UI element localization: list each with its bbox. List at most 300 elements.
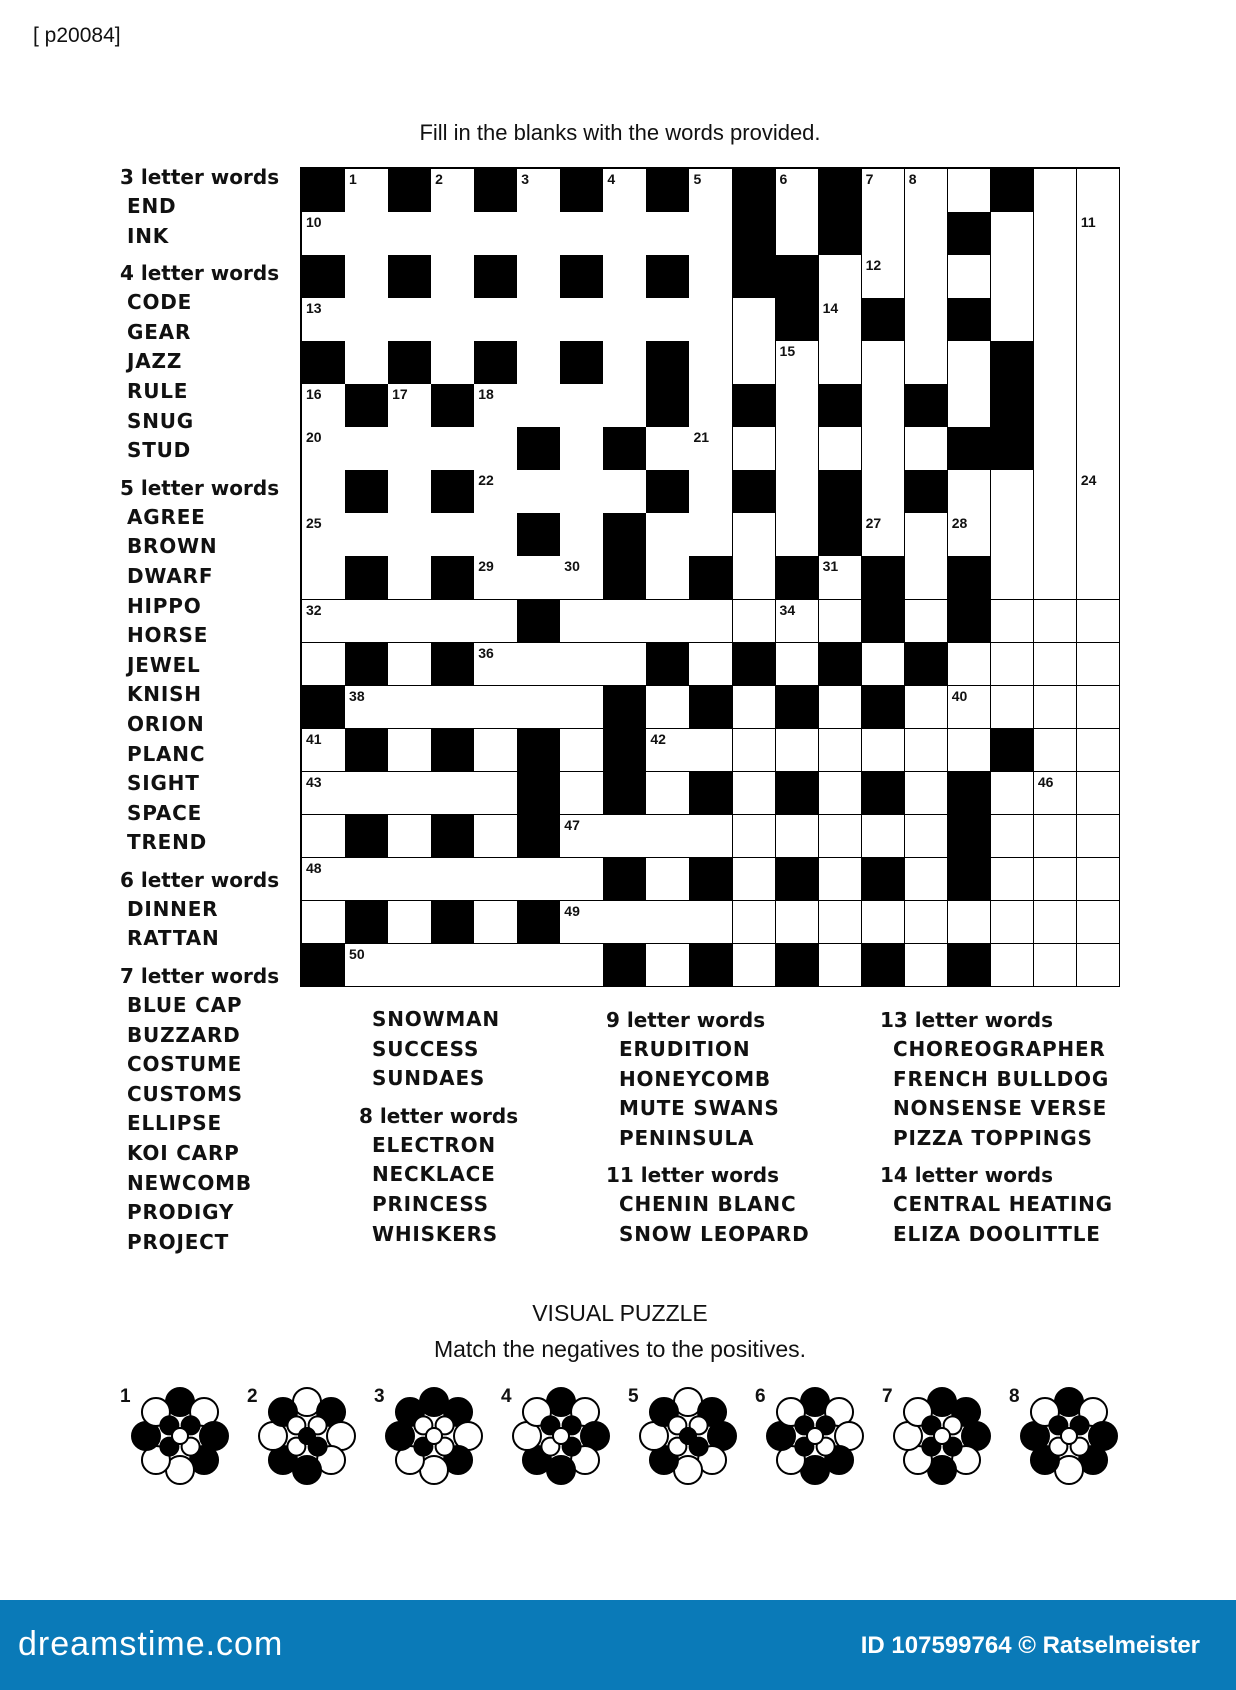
grid-cell[interactable] (905, 815, 949, 859)
grid-cell-black (733, 643, 777, 687)
grid-cell[interactable] (733, 556, 777, 600)
grid-cell[interactable] (991, 513, 1035, 557)
word-list-item: NONSENSE VERSE (893, 1096, 1108, 1121)
grid-cell[interactable] (345, 341, 389, 385)
grid-cell[interactable] (948, 169, 992, 213)
grid-cell[interactable] (646, 212, 690, 256)
grid-cell[interactable] (431, 772, 475, 816)
grid-cell[interactable] (991, 858, 1035, 902)
grid-cell[interactable] (302, 470, 346, 514)
grid-cell[interactable] (388, 815, 432, 859)
grid-cell[interactable] (1077, 944, 1121, 988)
grid-cell[interactable] (560, 815, 604, 859)
grid-cell[interactable] (431, 212, 475, 256)
grid-cell[interactable] (733, 858, 777, 902)
grid-cell[interactable] (474, 212, 518, 256)
grid-cell[interactable] (388, 729, 432, 773)
grid-cell[interactable] (991, 772, 1035, 816)
grid-cell[interactable] (517, 944, 561, 988)
word-list-item: DINNER (127, 896, 219, 921)
grid-cell[interactable] (1034, 427, 1078, 471)
grid-cell[interactable] (819, 858, 863, 902)
grid-cell[interactable] (1034, 901, 1078, 945)
grid-cell[interactable] (905, 901, 949, 945)
grid-cell[interactable] (474, 729, 518, 773)
flower-figure (763, 1384, 867, 1488)
grid-cell[interactable] (991, 298, 1035, 342)
grid-cell[interactable] (1077, 513, 1121, 557)
grid-cell[interactable] (733, 513, 777, 557)
clue-number: 2 (435, 171, 443, 187)
grid-cell[interactable] (1077, 600, 1121, 644)
grid-cell[interactable] (1077, 556, 1121, 600)
grid-cell[interactable] (862, 901, 906, 945)
grid-cell[interactable] (991, 470, 1035, 514)
grid-cell[interactable] (1077, 858, 1121, 902)
grid-cell[interactable] (1077, 212, 1121, 256)
grid-cell[interactable] (517, 169, 561, 213)
grid-cell[interactable] (302, 212, 346, 256)
grid-cell[interactable] (733, 600, 777, 644)
grid-cell[interactable] (388, 470, 432, 514)
flower-center (1061, 1428, 1077, 1444)
grid-cell[interactable] (345, 298, 389, 342)
grid-cell[interactable] (388, 901, 432, 945)
grid-cell-black (948, 944, 992, 988)
grid-cell-black (345, 815, 389, 859)
grid-cell[interactable] (689, 513, 733, 557)
grid-cell[interactable] (819, 944, 863, 988)
grid-cell[interactable] (388, 384, 432, 428)
grid-cell[interactable] (776, 513, 820, 557)
grid-cell[interactable] (560, 686, 604, 730)
grid-cell[interactable] (646, 427, 690, 471)
grid-cell[interactable] (689, 298, 733, 342)
grid-cell[interactable] (819, 600, 863, 644)
grid-cell[interactable] (1034, 470, 1078, 514)
grid-cell[interactable] (819, 815, 863, 859)
grid-cell[interactable] (302, 858, 346, 902)
grid-cell[interactable] (388, 643, 432, 687)
grid-cell[interactable] (560, 858, 604, 902)
grid-cell[interactable] (345, 686, 389, 730)
grid-cell[interactable] (517, 470, 561, 514)
clue-number: 21 (693, 429, 710, 446)
grid-cell[interactable] (388, 556, 432, 600)
grid-cell[interactable] (646, 600, 690, 644)
word-list-item: ELLIPSE (127, 1111, 222, 1136)
grid-cell[interactable] (302, 901, 346, 945)
grid-cell[interactable] (905, 513, 949, 557)
grid-cell[interactable] (948, 470, 992, 514)
grid-cell[interactable] (603, 384, 647, 428)
grid-cell[interactable] (431, 600, 475, 644)
grid-cell[interactable] (905, 686, 949, 730)
grid-cell[interactable] (905, 600, 949, 644)
grid-cell[interactable] (733, 427, 777, 471)
grid-cell[interactable] (733, 815, 777, 859)
grid-cell[interactable] (431, 169, 475, 213)
grid-cell[interactable] (689, 212, 733, 256)
grid-cell[interactable] (603, 341, 647, 385)
grid-cell[interactable] (560, 384, 604, 428)
grid-cell[interactable] (646, 901, 690, 945)
grid-cell[interactable] (862, 643, 906, 687)
grid-cell[interactable] (560, 427, 604, 471)
grid-cell[interactable] (689, 384, 733, 428)
grid-cell[interactable] (345, 169, 389, 213)
grid-cell[interactable] (776, 815, 820, 859)
grid-cell[interactable] (431, 255, 475, 299)
grid-cell[interactable] (991, 815, 1035, 859)
image-id: ID 107599764 © Ratselmeister (860, 1632, 1200, 1659)
grid-cell[interactable] (948, 901, 992, 945)
grid-cell[interactable] (776, 729, 820, 773)
grid-cell[interactable] (560, 643, 604, 687)
grid-cell[interactable] (345, 772, 389, 816)
grid-cell[interactable] (474, 298, 518, 342)
grid-cell[interactable] (733, 901, 777, 945)
grid-cell[interactable] (646, 513, 690, 557)
grid-cell[interactable] (905, 427, 949, 471)
grid-cell[interactable] (1034, 815, 1078, 859)
grid-cell[interactable] (345, 944, 389, 988)
grid-cell[interactable] (388, 858, 432, 902)
grid-cell[interactable] (603, 298, 647, 342)
grid-cell[interactable] (1034, 513, 1078, 557)
grid-cell[interactable] (819, 341, 863, 385)
grid-cell[interactable] (948, 643, 992, 687)
grid-cell-black (603, 513, 647, 557)
grid-cell[interactable] (1034, 212, 1078, 256)
grid-cell[interactable] (560, 470, 604, 514)
grid-cell[interactable] (1034, 255, 1078, 299)
grid-cell[interactable] (345, 600, 389, 644)
grid-cell[interactable] (302, 643, 346, 687)
grid-cell[interactable] (517, 298, 561, 342)
grid-cell[interactable] (862, 815, 906, 859)
grid-cell[interactable] (689, 255, 733, 299)
grid-cell[interactable] (991, 686, 1035, 730)
grid-cell[interactable] (1034, 772, 1078, 816)
grid-cell[interactable] (1034, 341, 1078, 385)
grid-cell[interactable] (948, 255, 992, 299)
grid-cell[interactable] (474, 556, 518, 600)
grid-cell[interactable] (517, 686, 561, 730)
grid-cell[interactable] (517, 643, 561, 687)
grid-cell[interactable] (603, 255, 647, 299)
grid-cell[interactable] (431, 427, 475, 471)
grid-cell[interactable] (603, 169, 647, 213)
grid-cell[interactable] (733, 729, 777, 773)
grid-cell-black (948, 772, 992, 816)
grid-cell[interactable] (302, 556, 346, 600)
grid-cell[interactable] (431, 944, 475, 988)
grid-cell[interactable] (474, 901, 518, 945)
grid-cell[interactable] (733, 686, 777, 730)
grid-cell[interactable] (689, 600, 733, 644)
flower-figure (128, 1384, 232, 1488)
grid-cell[interactable] (646, 772, 690, 816)
word-group-heading: 8 letter words (359, 1103, 519, 1128)
clue-number: 5 (693, 171, 702, 187)
grid-cell[interactable] (689, 901, 733, 945)
grid-cell[interactable] (733, 944, 777, 988)
grid-cell[interactable] (646, 815, 690, 859)
grid-cell[interactable] (862, 169, 906, 213)
grid-cell[interactable] (1077, 384, 1121, 428)
grid-cell[interactable] (776, 427, 820, 471)
grid-cell[interactable] (517, 384, 561, 428)
grid-cell[interactable] (1077, 341, 1121, 385)
grid-cell[interactable] (560, 901, 604, 945)
grid-cell[interactable] (1077, 901, 1121, 945)
grid-cell[interactable] (862, 212, 906, 256)
grid-cell[interactable] (776, 212, 820, 256)
grid-cell[interactable] (862, 470, 906, 514)
grid-cell[interactable] (1077, 815, 1121, 859)
grid-cell[interactable] (474, 772, 518, 816)
grid-cell-black (733, 169, 777, 213)
grid-cell[interactable] (905, 858, 949, 902)
grid-cell[interactable] (1077, 255, 1121, 299)
grid-cell[interactable] (302, 729, 346, 773)
grid-cell[interactable] (1077, 427, 1121, 471)
grid-cell[interactable] (991, 944, 1035, 988)
grid-cell[interactable] (991, 901, 1035, 945)
grid-cell[interactable] (646, 729, 690, 773)
grid-cell[interactable] (603, 901, 647, 945)
word-list-item: KOI CARP (127, 1141, 240, 1166)
grid-cell[interactable] (560, 513, 604, 557)
grid-cell[interactable] (560, 772, 604, 816)
grid-cell[interactable] (689, 470, 733, 514)
grid-cell[interactable] (603, 470, 647, 514)
grid-cell[interactable] (991, 556, 1035, 600)
grid-cell[interactable] (388, 686, 432, 730)
grid-cell[interactable] (991, 212, 1035, 256)
grid-cell[interactable] (388, 600, 432, 644)
grid-cell-black (991, 427, 1035, 471)
word-list-item: PRINCESS (372, 1191, 489, 1216)
grid-cell-black (862, 298, 906, 342)
grid-cell-black (560, 255, 604, 299)
word-group-spacer (886, 1153, 1113, 1160)
grid-cell[interactable] (948, 513, 992, 557)
clue-number: 36 (478, 644, 494, 661)
grid-cell[interactable] (733, 772, 777, 816)
grid-cell[interactable] (1034, 600, 1078, 644)
grid-cell[interactable] (862, 513, 906, 557)
grid-cell-black (517, 600, 561, 644)
grid-cell[interactable] (1077, 729, 1121, 773)
grid-cell[interactable] (474, 427, 518, 471)
clue-number: 40 (951, 687, 968, 704)
grid-cell[interactable] (689, 643, 733, 687)
grid-cell[interactable] (474, 384, 518, 428)
grid-cell[interactable] (1034, 686, 1078, 730)
word-list-item: PROJECT (127, 1229, 230, 1254)
grid-cell[interactable] (431, 858, 475, 902)
grid-cell[interactable] (560, 600, 604, 644)
grid-cell[interactable] (431, 298, 475, 342)
grid-cell[interactable] (1034, 298, 1078, 342)
grid-cell[interactable] (1077, 169, 1121, 213)
grid-cell[interactable] (388, 298, 432, 342)
grid-cell[interactable] (776, 341, 820, 385)
grid-cell[interactable] (345, 255, 389, 299)
grid-cell[interactable] (905, 341, 949, 385)
grid-cell[interactable] (474, 944, 518, 988)
grid-cell[interactable] (819, 686, 863, 730)
grid-cell[interactable] (905, 944, 949, 988)
grid-cell[interactable] (689, 341, 733, 385)
grid-cell[interactable] (560, 556, 604, 600)
grid-cell[interactable] (819, 729, 863, 773)
grid-cell[interactable] (560, 729, 604, 773)
grid-cell[interactable] (302, 513, 346, 557)
grid-cell[interactable] (517, 212, 561, 256)
grid-cell[interactable] (948, 686, 992, 730)
grid-cell[interactable] (345, 212, 389, 256)
grid-cell[interactable] (776, 600, 820, 644)
grid-cell[interactable] (388, 944, 432, 988)
grid-cell[interactable] (474, 470, 518, 514)
grid-cell[interactable] (862, 341, 906, 385)
grid-cell[interactable] (905, 298, 949, 342)
grid-cell[interactable] (646, 556, 690, 600)
figure-number: 6 (755, 1386, 766, 1407)
grid-cell[interactable] (388, 772, 432, 816)
grid-cell-black (776, 255, 820, 299)
grid-cell[interactable] (474, 600, 518, 644)
grid-cell[interactable] (388, 212, 432, 256)
grid-cell[interactable] (345, 858, 389, 902)
grid-cell[interactable] (302, 427, 346, 471)
grid-cell[interactable] (474, 686, 518, 730)
grid-cell[interactable] (689, 169, 733, 213)
grid-cell[interactable] (1077, 470, 1121, 514)
grid-cell[interactable] (1077, 772, 1121, 816)
grid-cell[interactable] (474, 858, 518, 902)
grid-cell[interactable] (517, 858, 561, 902)
grid-cell[interactable] (1077, 643, 1121, 687)
grid-cell[interactable] (733, 341, 777, 385)
grid-cell[interactable] (1034, 169, 1078, 213)
grid-cell[interactable] (560, 298, 604, 342)
grid-cell[interactable] (646, 298, 690, 342)
flower-figure (509, 1384, 613, 1488)
grid-cell[interactable] (819, 298, 863, 342)
word-list-item: ELECTRON (372, 1132, 496, 1157)
grid-cell-black (862, 944, 906, 988)
grid-cell[interactable] (905, 255, 949, 299)
grid-cell[interactable] (776, 470, 820, 514)
grid-cell[interactable] (431, 513, 475, 557)
grid-cell[interactable] (819, 255, 863, 299)
grid-cell[interactable] (302, 772, 346, 816)
grid-cell[interactable] (474, 643, 518, 687)
grid-cell[interactable] (905, 212, 949, 256)
grid-cell-black (948, 298, 992, 342)
grid-cell[interactable] (689, 729, 733, 773)
grid-cell[interactable] (1034, 944, 1078, 988)
grid-cell[interactable] (1034, 384, 1078, 428)
grid-cell[interactable] (776, 643, 820, 687)
grid-cell[interactable] (862, 729, 906, 773)
grid-cell[interactable] (1034, 556, 1078, 600)
grid-cell[interactable] (1077, 298, 1121, 342)
grid-cell[interactable] (819, 556, 863, 600)
grid-cell[interactable] (776, 901, 820, 945)
grid-cell[interactable] (517, 556, 561, 600)
grid-cell[interactable] (388, 427, 432, 471)
grid-cell[interactable] (819, 901, 863, 945)
grid-cell[interactable] (991, 255, 1035, 299)
grid-cell[interactable] (905, 556, 949, 600)
grid-cell-black (345, 556, 389, 600)
grid-cell[interactable] (862, 427, 906, 471)
grid-cell[interactable] (388, 513, 432, 557)
word-list-item: SNOW LEOPARD (619, 1221, 810, 1246)
grid-cell[interactable] (905, 169, 949, 213)
grid-cell[interactable] (1034, 729, 1078, 773)
grid-cell[interactable] (560, 212, 604, 256)
grid-cell[interactable] (819, 427, 863, 471)
grid-cell[interactable] (776, 169, 820, 213)
grid-cell[interactable] (431, 341, 475, 385)
grid-cell[interactable] (1034, 858, 1078, 902)
grid-cell[interactable] (646, 858, 690, 902)
grid-cell[interactable] (991, 600, 1035, 644)
grid-cell[interactable] (603, 600, 647, 644)
grid-cell[interactable] (560, 944, 604, 988)
grid-cell[interactable] (345, 513, 389, 557)
grid-cell[interactable] (948, 341, 992, 385)
grid-cell[interactable] (733, 298, 777, 342)
grid-cell[interactable] (603, 815, 647, 859)
grid-cell[interactable] (689, 815, 733, 859)
grid-cell[interactable] (819, 772, 863, 816)
grid-cell[interactable] (905, 729, 949, 773)
grid-cell-black (474, 169, 518, 213)
grid-cell[interactable] (474, 815, 518, 859)
grid-cell[interactable] (302, 384, 346, 428)
grid-cell[interactable] (646, 944, 690, 988)
grid-cell[interactable] (302, 298, 346, 342)
grid-cell[interactable] (1034, 643, 1078, 687)
grid-cell[interactable] (302, 815, 346, 859)
grid-cell[interactable] (646, 686, 690, 730)
grid-cell[interactable] (689, 427, 733, 471)
grid-cell[interactable] (517, 255, 561, 299)
grid-cell[interactable] (345, 427, 389, 471)
grid-cell[interactable] (474, 513, 518, 557)
grid-cell[interactable] (302, 600, 346, 644)
grid-cell[interactable] (948, 729, 992, 773)
grid-cell[interactable] (603, 643, 647, 687)
grid-cell[interactable] (948, 384, 992, 428)
grid-cell[interactable] (517, 341, 561, 385)
grid-cell[interactable] (431, 686, 475, 730)
grid-cell[interactable] (862, 384, 906, 428)
grid-cell[interactable] (862, 255, 906, 299)
grid-cell[interactable] (991, 643, 1035, 687)
grid-cell[interactable] (603, 212, 647, 256)
grid-cell[interactable] (776, 384, 820, 428)
grid-cell[interactable] (905, 772, 949, 816)
grid-cell[interactable] (1077, 686, 1121, 730)
